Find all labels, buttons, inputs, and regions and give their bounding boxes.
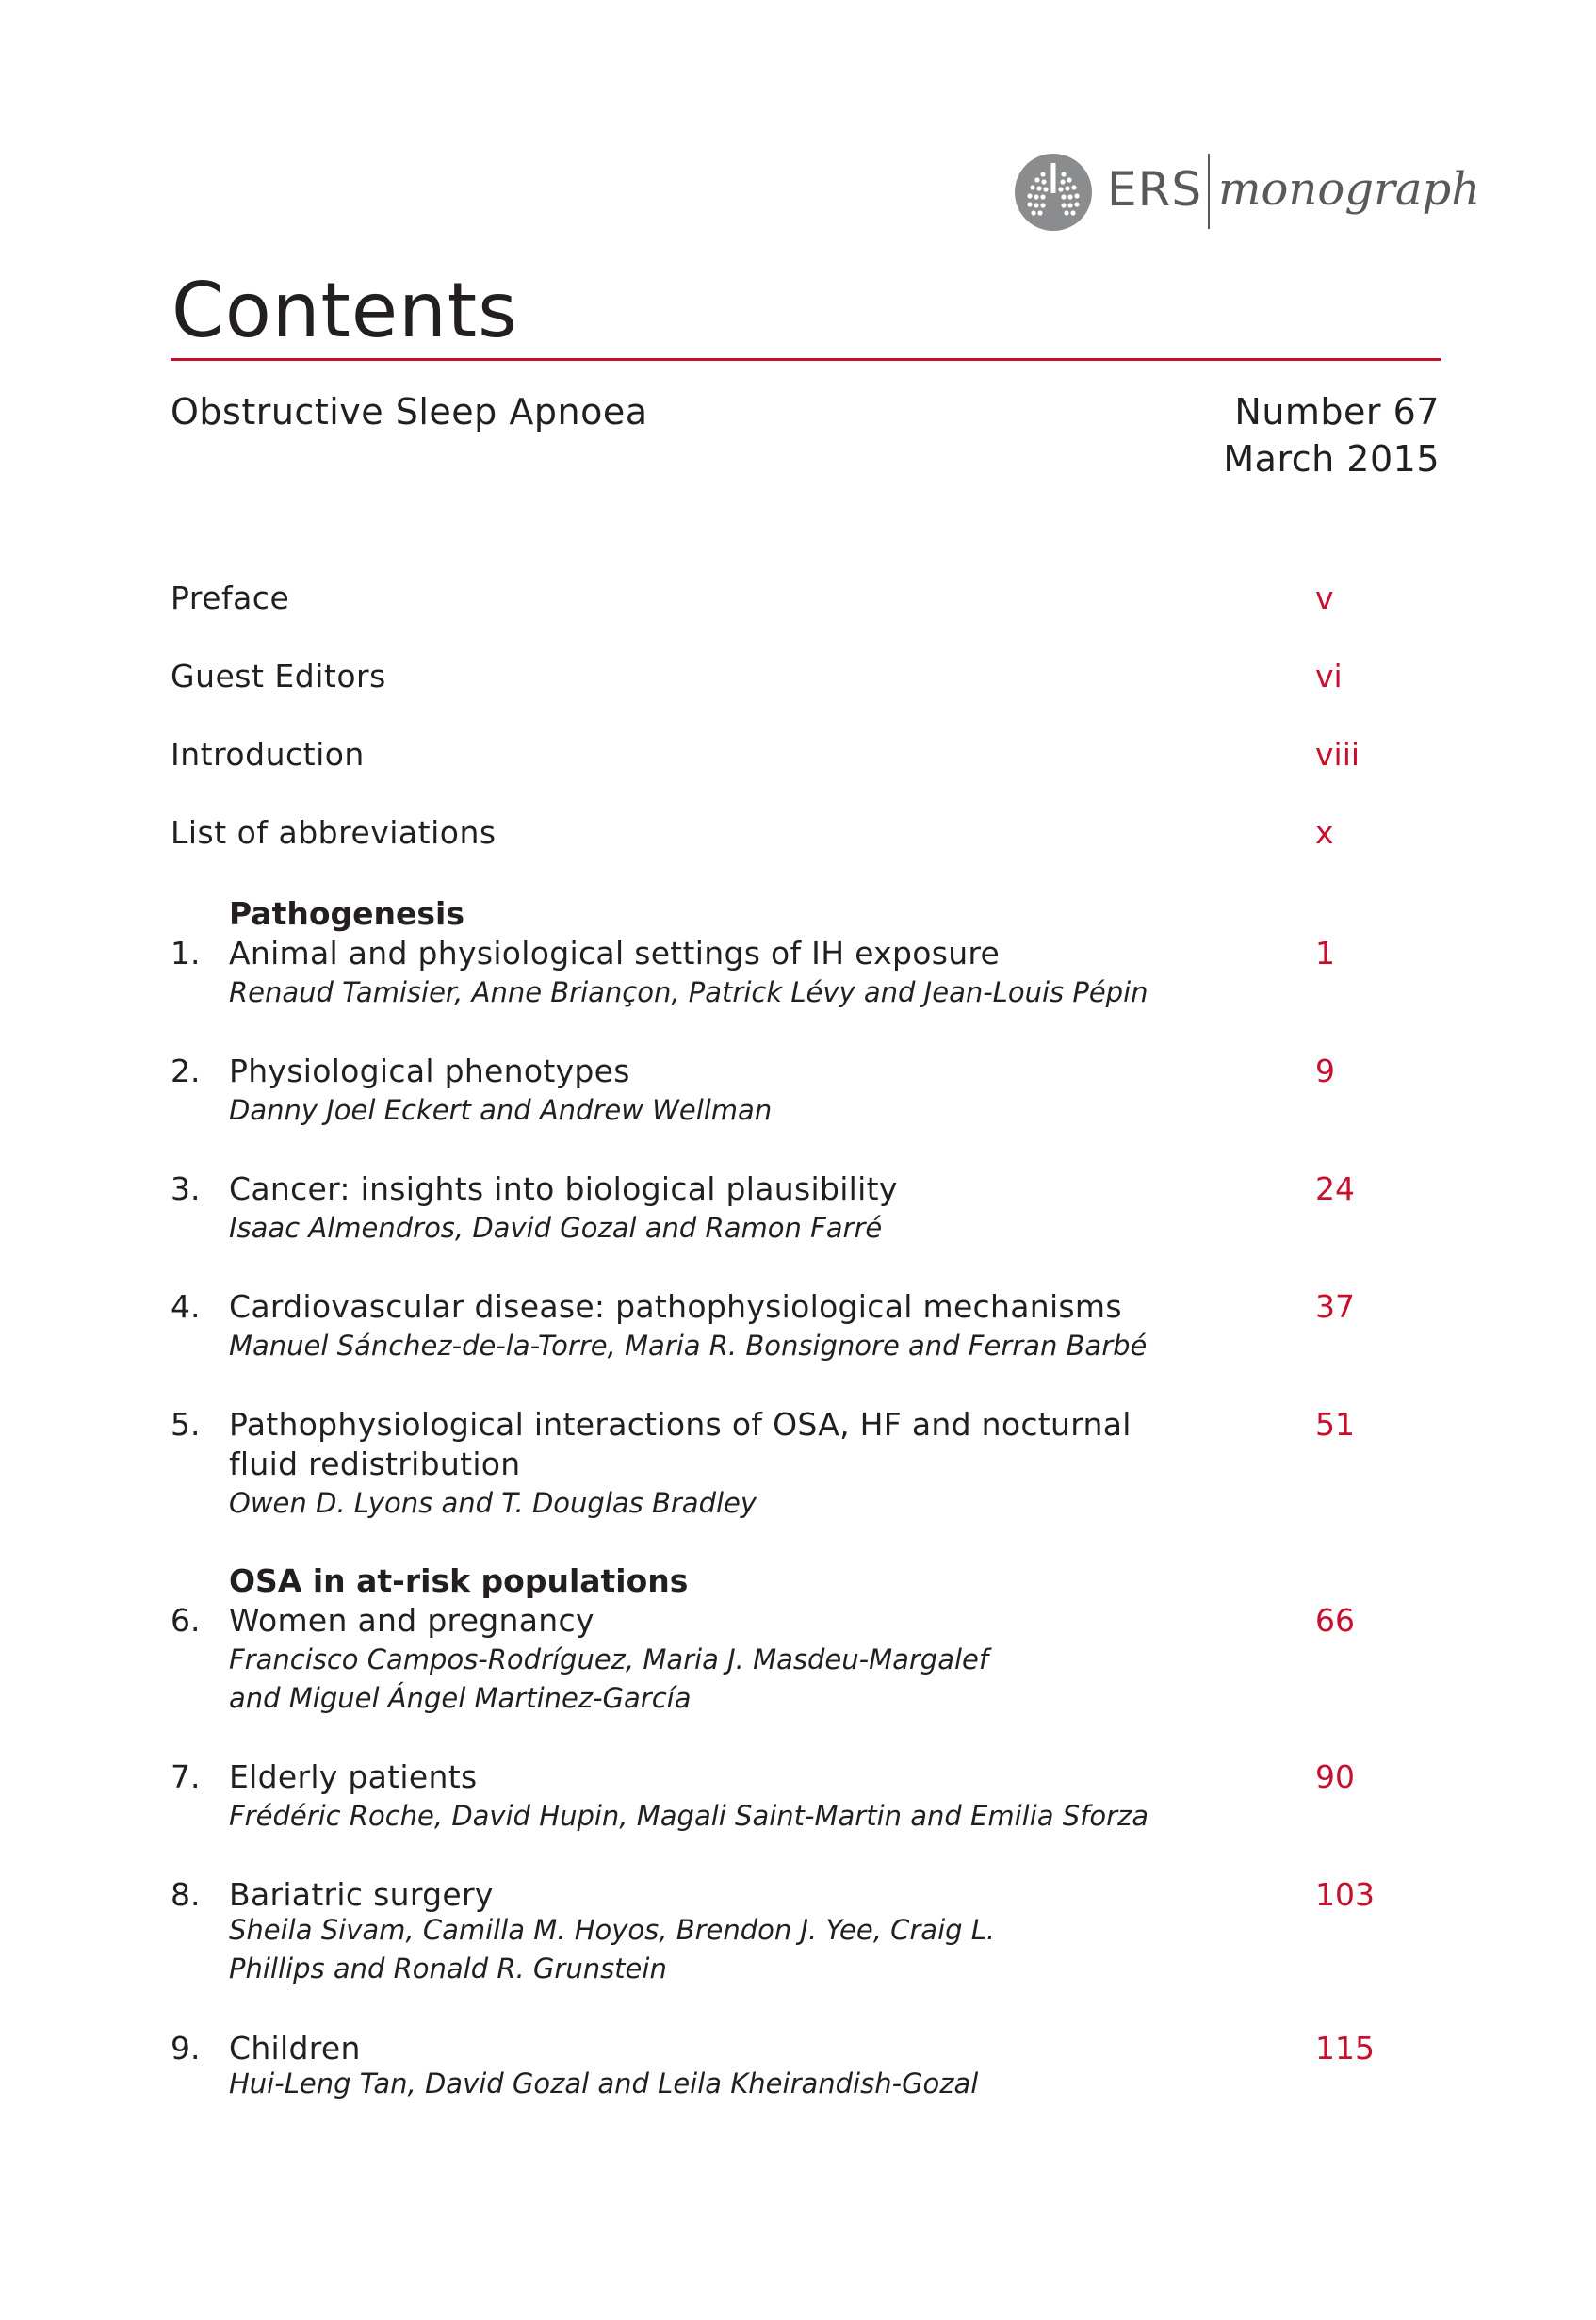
toc-entry-guest-editors[interactable] bbox=[171, 653, 1395, 700]
toc-entry-label: List of abbreviations bbox=[171, 814, 497, 851]
chapter-authors: Hui-Leng Tan, David Gozal and Leila Kheirandish-Gozal bbox=[229, 2067, 979, 2099]
toc-page-number: 103 bbox=[1315, 1876, 1375, 1913]
logo-ers-text: ERS bbox=[1107, 162, 1203, 217]
toc-page-number: 66 bbox=[1315, 1602, 1355, 1639]
page-title: Contents bbox=[171, 267, 518, 354]
chapter-title: Elderly patients bbox=[229, 1758, 478, 1795]
toc-entry-preface[interactable] bbox=[171, 575, 1395, 622]
chapter-title: Women and pregnancy bbox=[229, 1602, 594, 1639]
chapter-number: 1. bbox=[171, 935, 201, 972]
toc-chapter-5[interactable] bbox=[171, 1405, 1395, 1529]
toc-entry-abbreviations[interactable] bbox=[171, 809, 1395, 857]
chapter-title: Bariatric surgery bbox=[229, 1876, 494, 1913]
issue-date: March 2015 bbox=[1223, 438, 1440, 480]
toc-page-number: 90 bbox=[1315, 1758, 1355, 1795]
lungs-logo-icon bbox=[1015, 154, 1092, 231]
title-rule bbox=[171, 358, 1441, 361]
toc-chapter-4[interactable] bbox=[171, 1287, 1395, 1372]
issue-number: Number 67 bbox=[1234, 391, 1440, 433]
toc-page-number: vi bbox=[1315, 658, 1343, 694]
toc-page-number: 9 bbox=[1315, 1053, 1335, 1089]
chapter-number: 4. bbox=[171, 1288, 201, 1325]
chapter-number: 3. bbox=[171, 1170, 201, 1207]
chapter-authors: Manuel Sánchez-de-la-Torre, Maria R. Bonsignore and Ferran Barbé bbox=[229, 1330, 1148, 1362]
section-heading-osa-at-risk: OSA in at-risk populations bbox=[229, 1562, 689, 1599]
chapter-authors: Owen D. Lyons and T. Douglas Bradley bbox=[229, 1487, 757, 1519]
chapter-title: Cancer: insights into biological plausibility bbox=[229, 1170, 898, 1207]
toc-page-number: x bbox=[1315, 814, 1334, 851]
monograph-subtitle: Obstructive Sleep Apnoea bbox=[171, 391, 648, 433]
chapter-title: Animal and physiological settings of IH exposure bbox=[229, 935, 1001, 972]
logo-monograph-text: monograph bbox=[1218, 163, 1481, 216]
toc-chapter-6[interactable] bbox=[171, 1601, 1395, 1725]
chapter-number: 5. bbox=[171, 1406, 201, 1443]
toc-page-number: 37 bbox=[1315, 1288, 1355, 1325]
chapter-title: Children bbox=[229, 2030, 361, 2067]
toc-page-number: 115 bbox=[1315, 2030, 1375, 2067]
toc-chapter-3[interactable] bbox=[171, 1169, 1395, 1254]
chapter-authors: Sheila Sivam, Camilla M. Hoyos, Brendon J. Yee, Craig L. Phillips and Ronald R. Grunstein bbox=[229, 1914, 996, 1985]
chapter-authors: Isaac Almendros, David Gozal and Ramon Farré bbox=[229, 1212, 883, 1244]
chapter-number: 6. bbox=[171, 1602, 201, 1639]
chapter-title: Cardiovascular disease: pathophysiological mechanisms bbox=[229, 1288, 1122, 1325]
issue-info bbox=[1223, 388, 1440, 482]
toc-chapter-9[interactable] bbox=[171, 2029, 1395, 2114]
toc-chapter-1[interactable] bbox=[171, 934, 1395, 1019]
chapter-authors: Francisco Campos-Rodríguez, Maria J. Masdeu-Margalef and Miguel Ángel Martinez-García bbox=[229, 1643, 989, 1714]
toc-page-number: v bbox=[1315, 580, 1334, 616]
chapter-number: 7. bbox=[171, 1758, 201, 1795]
toc-page-number: 1 bbox=[1315, 935, 1335, 972]
toc-entry-label: Preface bbox=[171, 580, 290, 616]
toc-page-number: 51 bbox=[1315, 1406, 1355, 1443]
section-heading-pathogenesis: Pathogenesis bbox=[229, 895, 464, 932]
toc-page-number: 24 bbox=[1315, 1170, 1355, 1207]
chapter-authors: Danny Joel Eckert and Andrew Wellman bbox=[229, 1094, 773, 1126]
chapter-number: 2. bbox=[171, 1053, 201, 1089]
toc-chapter-2[interactable] bbox=[171, 1052, 1395, 1136]
chapter-number: 9. bbox=[171, 2030, 201, 2067]
chapter-authors: Frédéric Roche, David Hupin, Magali Saint-Martin and Emilia Sforza bbox=[229, 1800, 1149, 1832]
chapter-authors: Renaud Tamisier, Anne Briançon, Patrick Lévy and Jean-Louis Pépin bbox=[229, 976, 1148, 1008]
logo-divider bbox=[1208, 154, 1210, 229]
toc-entry-label: Guest Editors bbox=[171, 658, 386, 694]
toc-page-number: viii bbox=[1315, 736, 1360, 773]
chapter-title: Physiological phenotypes bbox=[229, 1053, 630, 1089]
toc-chapter-7[interactable] bbox=[171, 1757, 1395, 1842]
toc-entry-label: Introduction bbox=[171, 736, 365, 773]
toc-chapter-8[interactable] bbox=[171, 1875, 1395, 2000]
chapter-number: 8. bbox=[171, 1876, 201, 1913]
toc-entry-introduction[interactable] bbox=[171, 731, 1395, 778]
chapter-title: Pathophysiological interactions of OSA, HF and nocturnal fluid redistribution bbox=[229, 1406, 1132, 1482]
